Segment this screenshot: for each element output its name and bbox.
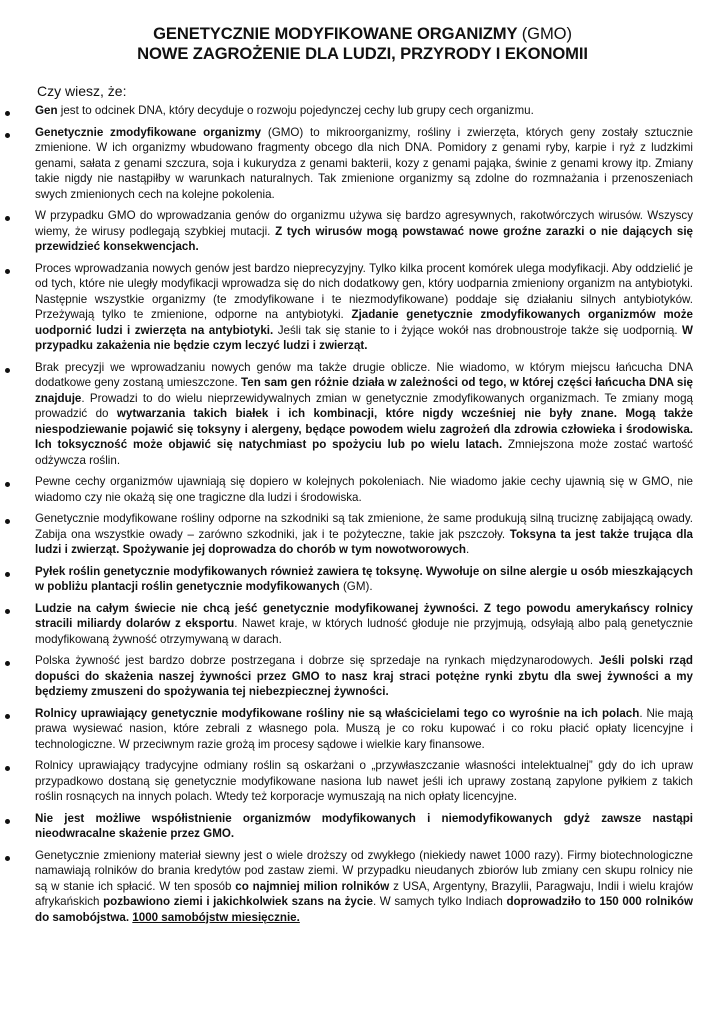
text-segment: Polska żywność jest bardzo dobrze postrzegana i dobrze się sprzedaje na rynkach międzynarodowych. bbox=[35, 654, 599, 667]
bold-text-segment: W przypadku zakażenia nie będzie czym leczyć ludzi i zwierząt. bbox=[35, 323, 693, 352]
title-line-1 bbox=[0, 24, 725, 44]
bold-text-segment: Z tych wirusów mogą powstawać nowe groźne zarazki o nie dających się przewidzieć konsekwencjach. bbox=[35, 224, 693, 253]
list-item bbox=[0, 811, 725, 842]
list-item-text bbox=[35, 758, 693, 805]
underlined-bold-text: 1000 samobójstw miesięcznie. bbox=[132, 910, 300, 924]
text-segment: (GMO) to mikroorganizmy, rośliny i zwierzęta, których geny zostały sztucznie zmienione. W ich organizmy wbudowano fragmenty obcego dla nich DNA. Pomidory z genami ryby, karpie i ryż z ludzkimi genami, sałata z genami szczura, soja i kukurydza z genami bakterii, kozy z genami pająka, świnie z genami krowy itp. Zmiany takie nigdy nie nastąpiłby w warunkach naturalnych. Tak zmienione organizmy są zdolne do rozmnażania i przenoszeniach swych zmienionych cech na kolejne pokolenia. bbox=[35, 125, 693, 201]
title-line-2: NOWE ZAGROŻENIE DLA LUDZI, PRZYRODY I EKONOMII bbox=[137, 44, 588, 63]
bold-text-segment: Jeśli polski rząd dopuści do skażenia naszej żywności przez GMO to nasz kraj straci potężne rynki zbytu dla swej żywności a my będziemy zmuszeni do spożywania tej niebezpiecznej żywności. bbox=[35, 654, 693, 698]
bold-text-segment: Nie jest możliwe współistnienie organizmów modyfikowanych i niemodyfikowanych gdyż zawsze nastąpi nieodwracalne skażenie przez GMO. bbox=[35, 811, 693, 840]
list-item-text bbox=[35, 706, 693, 753]
list-item-text bbox=[35, 208, 693, 255]
list-item-text bbox=[35, 125, 693, 203]
list-item-text bbox=[35, 103, 693, 119]
text-segment: Brak precyzji we wprowadzaniu nowych genów ma także drugie oblicze. Nie wiadomo, w którym miejscu łańcucha DNA dodatkowe geny zostaną umieszczone. bbox=[35, 360, 693, 389]
list-item bbox=[0, 125, 725, 203]
bullet-dot-icon bbox=[5, 572, 10, 577]
bold-text-segment: Genetycznie zmodyfikowane organizmy bbox=[35, 125, 262, 139]
list-item bbox=[0, 474, 725, 505]
text-segment: W przypadku GMO do wprowadzania genów do organizmu używa się bardzo agresywnych, rakotwórczych wirusów. Wszyscy wiemy, że wirusy podlegają szybkiej mutacji. bbox=[35, 209, 693, 238]
text-segment: Jeśli tak się stanie to i żyjące wokół nas drobnoustroje także się uodpornią. bbox=[273, 323, 683, 337]
bullet-dot-icon bbox=[5, 482, 10, 487]
bold-text-segment: Pyłek roślin genetycznie modyfikowanych również zawiera tę toksynę. Wywołuje on silne alergie u osób mieszkających w pobliżu plantacji roślin genetycznie modyfikowanych bbox=[35, 564, 693, 593]
bullet-dot-icon bbox=[5, 609, 10, 614]
bold-text-segment: Gen bbox=[35, 104, 58, 117]
bullet-dot-icon bbox=[5, 661, 10, 666]
text-segment: jest to odcinek DNA, który decyduje o rozwoju pojedynczej cechy lub grupy cech organizmu. bbox=[57, 104, 534, 117]
bold-text-segment: Toksyna ta jest także trująca dla ludzi i zwierząt. Spożywanie jej doprowadza do chorób w tym nowotworowych bbox=[35, 527, 693, 556]
title-line-1-normal: (GMO) bbox=[521, 24, 572, 43]
text-segment: Genetycznie zmieniony materiał siewny jest o wiele droższy od zwykłego (niekiedy nawet 1000 razy). Firmy biotechnologiczne namawiają rolników do brania kredytów pod zastaw ziemi. W przypadku nieudanych zbiorów lub zmiany cen skupu rolnicy nie są w stanie ich spłacić. W ten sposób bbox=[35, 848, 693, 893]
bold-text-segment bbox=[132, 911, 300, 924]
list-item-text bbox=[35, 360, 693, 469]
text-segment: . Prowadzi to do wielu nieprzewidywalnych zmian w genetycznie zmodyfikowanych organizmach. Te zmiany mogą prowadzić do bbox=[35, 391, 693, 420]
bold-text-segment: doprowadziło to 150 000 rolników do samobójstwa. bbox=[35, 895, 694, 924]
list-item-text bbox=[35, 848, 693, 926]
bullet-dot-icon bbox=[5, 216, 10, 221]
list-item bbox=[0, 653, 725, 700]
bullet-dot-icon bbox=[5, 368, 10, 373]
intro-text: Czy wiesz, że: bbox=[37, 83, 127, 99]
list-item-text bbox=[35, 653, 693, 700]
bold-text-segment: Ludzie na całym świecie nie chcą jeść genetycznie modyfikowanej żywności. Z tego powodu amerykańscy rolnicy stracili miliardy dolarów z eksportu bbox=[35, 601, 693, 630]
bold-text-segment: Zjadanie genetycznie zmodyfikowanych organizmów może uodpornić ludzi i zwierzęta na antybiotyki. bbox=[35, 308, 693, 337]
text-segment: Rolnicy uprawiający tradycyjne odmiany roślin są oskarżani o „przywłaszczanie własności intelektualnej” gdy do ich upraw przypadkowo dostaną się genetycznie modyfikowane nasiona lub nawet jeśli ich uprawy zostaną zapylone pyłkiem z takich roślin rosnących na innych polach. Wtedy też korporacje wymuszają na nich opłaty licencyjne. bbox=[35, 759, 693, 803]
title-line-1-bold: GENETYCZNIE MODYFIKOWANE ORGANIZMY bbox=[153, 24, 518, 43]
list-item-text bbox=[35, 261, 693, 354]
text-segment: Pewne cechy organizmów ujawniają się dopiero w kolejnych pokoleniach. Nie wiadomo jakie cechy ujawnią się w GMO, nie wiadomo czy nie okażą się one tragiczne dla ludzi i środowiska. bbox=[35, 475, 693, 504]
text-segment: Proces wprowadzania nowych genów jest bardzo nieprecyzyjny. Tylko kilka procent komórek ulega modyfikacji. Aby oddzielić je od tych, które nie uległy modyfikacji wprowadza się do nich dodatkowy gen, który uodparnia zmieniony organizm na antybiotyki. Następnie wszystkie organizmy (te zmodyfikowane i te niezmodyfikowane) poddaje się działaniu silnych antybiotyków. Przeżywają tylko te zmienione, odporne na antybiotyki. bbox=[35, 261, 693, 321]
text-segment: . Nie mają prawa wysiewać nasion, które zebrali z własnego pola. Muszą je co roku kupować i co roku płacić opłaty licencyjne i technologiczne. W przeciwnym razie grożą im procesy sądowe i wielkie kary finansowe. bbox=[35, 706, 693, 751]
text-segment: Zmniejszona może zostać wartość odżywcza roślin. bbox=[35, 438, 693, 467]
bullet-list bbox=[0, 103, 725, 931]
list-item bbox=[0, 360, 725, 469]
list-item bbox=[0, 601, 725, 648]
list-item bbox=[0, 103, 725, 119]
bold-text-segment: wytwarzania takich białek i ich kombinacji, które nigdy wcześniej nie były znane. Mogą także niespodziewanie pojawić się toksyny i alergeny, będące powodem wielu zagrożeń dla zdrowia człowieka i środowiska. Ich toksyczność może objawić się natychmiast po spożyciu lub po wielu latach. bbox=[35, 407, 693, 451]
bold-text-segment: co najmniej milion rolników bbox=[235, 879, 390, 893]
list-item bbox=[0, 706, 725, 753]
list-item bbox=[0, 208, 725, 255]
bold-text-segment: Rolnicy uprawiający genetycznie modyfikowane rośliny nie są właścicielami tego co wyrośnie na ich polach bbox=[35, 706, 640, 720]
list-item bbox=[0, 848, 725, 926]
list-item bbox=[0, 261, 725, 354]
bold-text-segment: Ten sam gen różnie działa w zależności od tego, w której części łańcucha DNA się znajduje bbox=[35, 376, 693, 405]
bullet-dot-icon bbox=[5, 133, 10, 138]
text-segment: (GM). bbox=[339, 580, 373, 593]
bullet-dot-icon bbox=[5, 766, 10, 771]
list-item-text bbox=[35, 811, 693, 842]
list-item-text bbox=[35, 474, 693, 505]
list-item bbox=[0, 758, 725, 805]
text-segment: . Nawet kraje, w których ludność głoduje nie przyjmują, odsyłają albo palą genetycznie modyfikowaną żywność otrzymywaną w darach. bbox=[35, 617, 693, 646]
bullet-dot-icon bbox=[5, 819, 10, 824]
text-segment: . W samych tylko Indiach bbox=[372, 895, 507, 908]
list-item-text bbox=[35, 511, 693, 558]
list-item bbox=[0, 511, 725, 558]
list-item bbox=[0, 564, 725, 595]
text-segment: z USA, Argentyny, Brazylii, Paragwaju, Indii i wielu krajów afrykańskich bbox=[35, 879, 694, 908]
list-item-text bbox=[35, 601, 693, 648]
text-segment: . bbox=[465, 543, 470, 556]
bullet-dot-icon bbox=[5, 856, 10, 861]
document-title bbox=[0, 24, 725, 64]
bullet-dot-icon bbox=[5, 111, 10, 116]
bullet-dot-icon bbox=[5, 269, 10, 274]
list-item-text bbox=[35, 564, 693, 595]
bullet-dot-icon bbox=[5, 714, 10, 719]
bold-text-segment: pozbawiono ziemi i jakichkolwiek szans na życie bbox=[103, 895, 373, 908]
bullet-dot-icon bbox=[5, 519, 10, 524]
text-segment: Genetycznie modyfikowane rośliny odporne na szkodniki są tak zmienione, że same produkują silną truciznę zabijającą owady. Zabija ona wszystkie owady – zarówno szkodniki, jak i te pożyteczne, takie jak pszczoły. bbox=[35, 512, 693, 541]
